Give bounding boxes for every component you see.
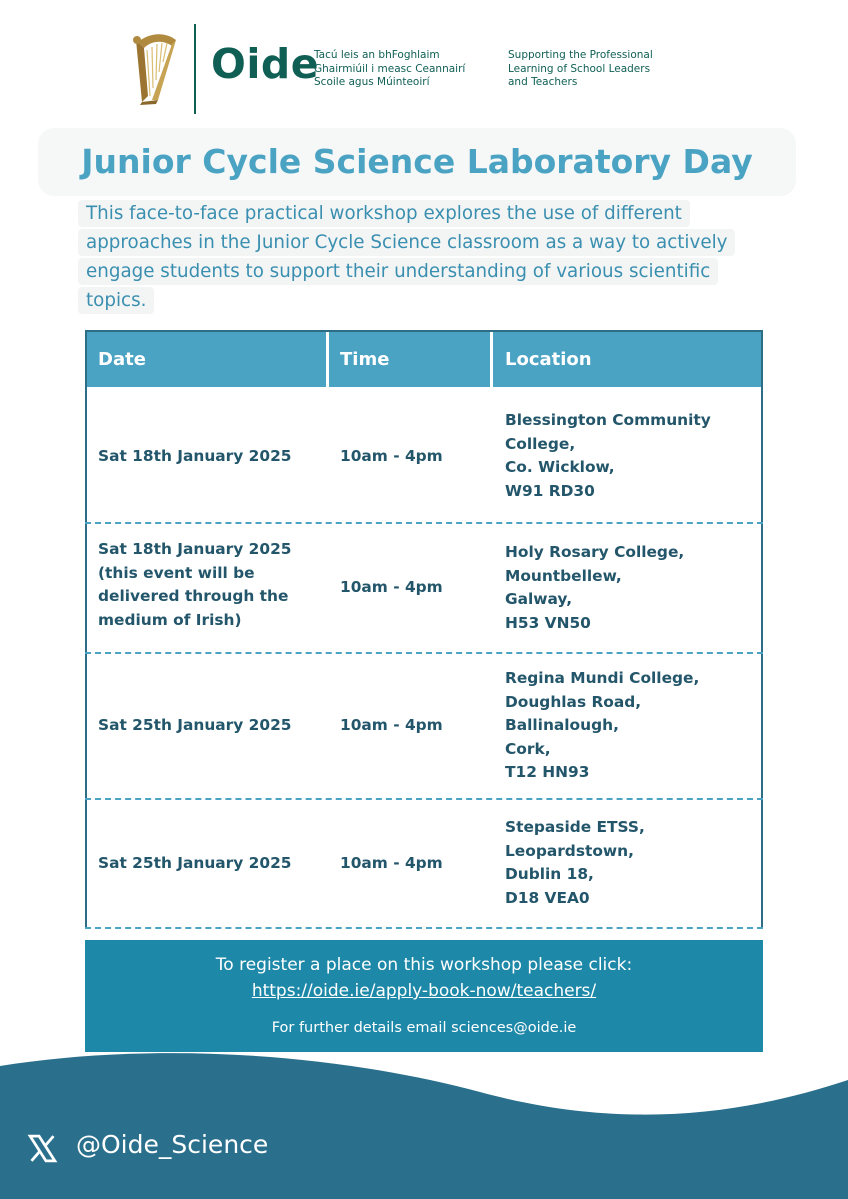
table-row [85, 800, 763, 928]
time-cell: 10am - 4pm [340, 716, 443, 734]
date-cell [98, 852, 292, 876]
date-line: Sat 18th January 2025 [98, 540, 292, 558]
date-cell [98, 538, 292, 632]
location-line: Ballinalough, [505, 716, 619, 734]
location-line: Mountbellew, [505, 566, 622, 585]
header [128, 22, 728, 117]
location-line: W91 RD30 [505, 481, 595, 500]
intro-line-text: topics. [78, 287, 154, 314]
location-line: T12 HN93 [505, 763, 590, 781]
date-line: Sat 25th January 2025 [98, 854, 292, 872]
date-line: delivered through the [98, 587, 289, 605]
time-cell: 10am - 4pm [340, 447, 443, 465]
location-cell [505, 667, 699, 785]
location-line: Cork, [505, 739, 551, 758]
date-line: medium of Irish) [98, 610, 242, 629]
register-text: To register a place on this workshop please click: [215, 955, 633, 975]
x-logo-icon[interactable] [26, 1131, 59, 1166]
tagline-english-line: and Teachers [508, 76, 578, 88]
intro-line-text: This face-to-face practical workshop explores the use of different [78, 200, 690, 227]
intro-line-text: approaches in the Junior Cycle Science classroom as a way to actively [78, 229, 735, 256]
table-header [85, 330, 763, 387]
brand-wordmark: Oide [211, 40, 320, 88]
location-line: Co. Wicklow, [505, 458, 615, 476]
tagline-english-line: Learning of School Leaders [508, 62, 651, 75]
intro-line [78, 287, 778, 314]
table-row [85, 387, 763, 523]
date-line: Sat 25th January 2025 [98, 716, 292, 734]
footer-wave [0, 1050, 848, 1199]
location-cell [505, 816, 645, 910]
row-divider [85, 927, 763, 929]
intro-line-text: engage students to support their understanding of various scientific [78, 258, 718, 285]
location-line: Stepaside ETSS, [505, 818, 645, 836]
tagline-irish-line: Scoile agus Múinteoirí [314, 76, 430, 88]
tagline-irish-line: Tacú leis an bhFoghlaim [314, 49, 440, 61]
tagline-irish [314, 49, 465, 90]
location-line: Holy Rosary College, [505, 543, 685, 561]
column-header-date: Date [98, 349, 146, 370]
location-line: Regina Mundi College, [505, 669, 700, 687]
column-header-time: Time [340, 349, 390, 370]
date-cell [98, 445, 292, 469]
location-line: D18 VEA0 [505, 888, 590, 907]
column-header-location: Location [505, 349, 592, 370]
time-cell: 10am - 4pm [340, 578, 443, 596]
date-line: (this event will be [98, 563, 255, 582]
time-cell: 10am - 4pm [340, 854, 443, 872]
location-line: Galway, [505, 590, 573, 608]
harp-logo-icon [128, 30, 182, 106]
location-line: H53 VN50 [505, 613, 591, 632]
table-row [85, 654, 763, 798]
column-separator [490, 332, 493, 387]
location-line: Blessington Community [505, 411, 711, 429]
location-cell [505, 541, 684, 635]
location-cell [505, 409, 711, 503]
intro-line [78, 229, 778, 256]
register-link[interactable]: https://oide.ie/apply-book-now/teachers/ [251, 981, 597, 1001]
intro-line [78, 258, 778, 285]
header-divider [194, 24, 196, 114]
email-note: For further details email sciences@oide.ie [271, 1020, 577, 1036]
tagline-english-line: Supporting the Professional [508, 49, 653, 61]
page-title: Junior Cycle Science Laboratory Day [81, 142, 753, 181]
social-handle[interactable]: @Oide_Science [76, 1130, 269, 1159]
location-line: Dublin 18, [505, 865, 594, 883]
location-line: Leopardstown, [505, 841, 634, 860]
date-cell [98, 714, 292, 738]
column-separator [326, 332, 329, 387]
date-line: Sat 18th January 2025 [98, 447, 292, 465]
tagline-irish-line: Ghairmiúil i measc Ceannairí [314, 62, 466, 75]
location-line: College, [505, 434, 576, 453]
register-panel [85, 940, 763, 1052]
intro-paragraph [78, 200, 778, 316]
intro-line [78, 200, 778, 227]
location-line: Doughlas Road, [505, 692, 642, 711]
tagline-english [508, 49, 653, 90]
table-row [85, 524, 763, 652]
